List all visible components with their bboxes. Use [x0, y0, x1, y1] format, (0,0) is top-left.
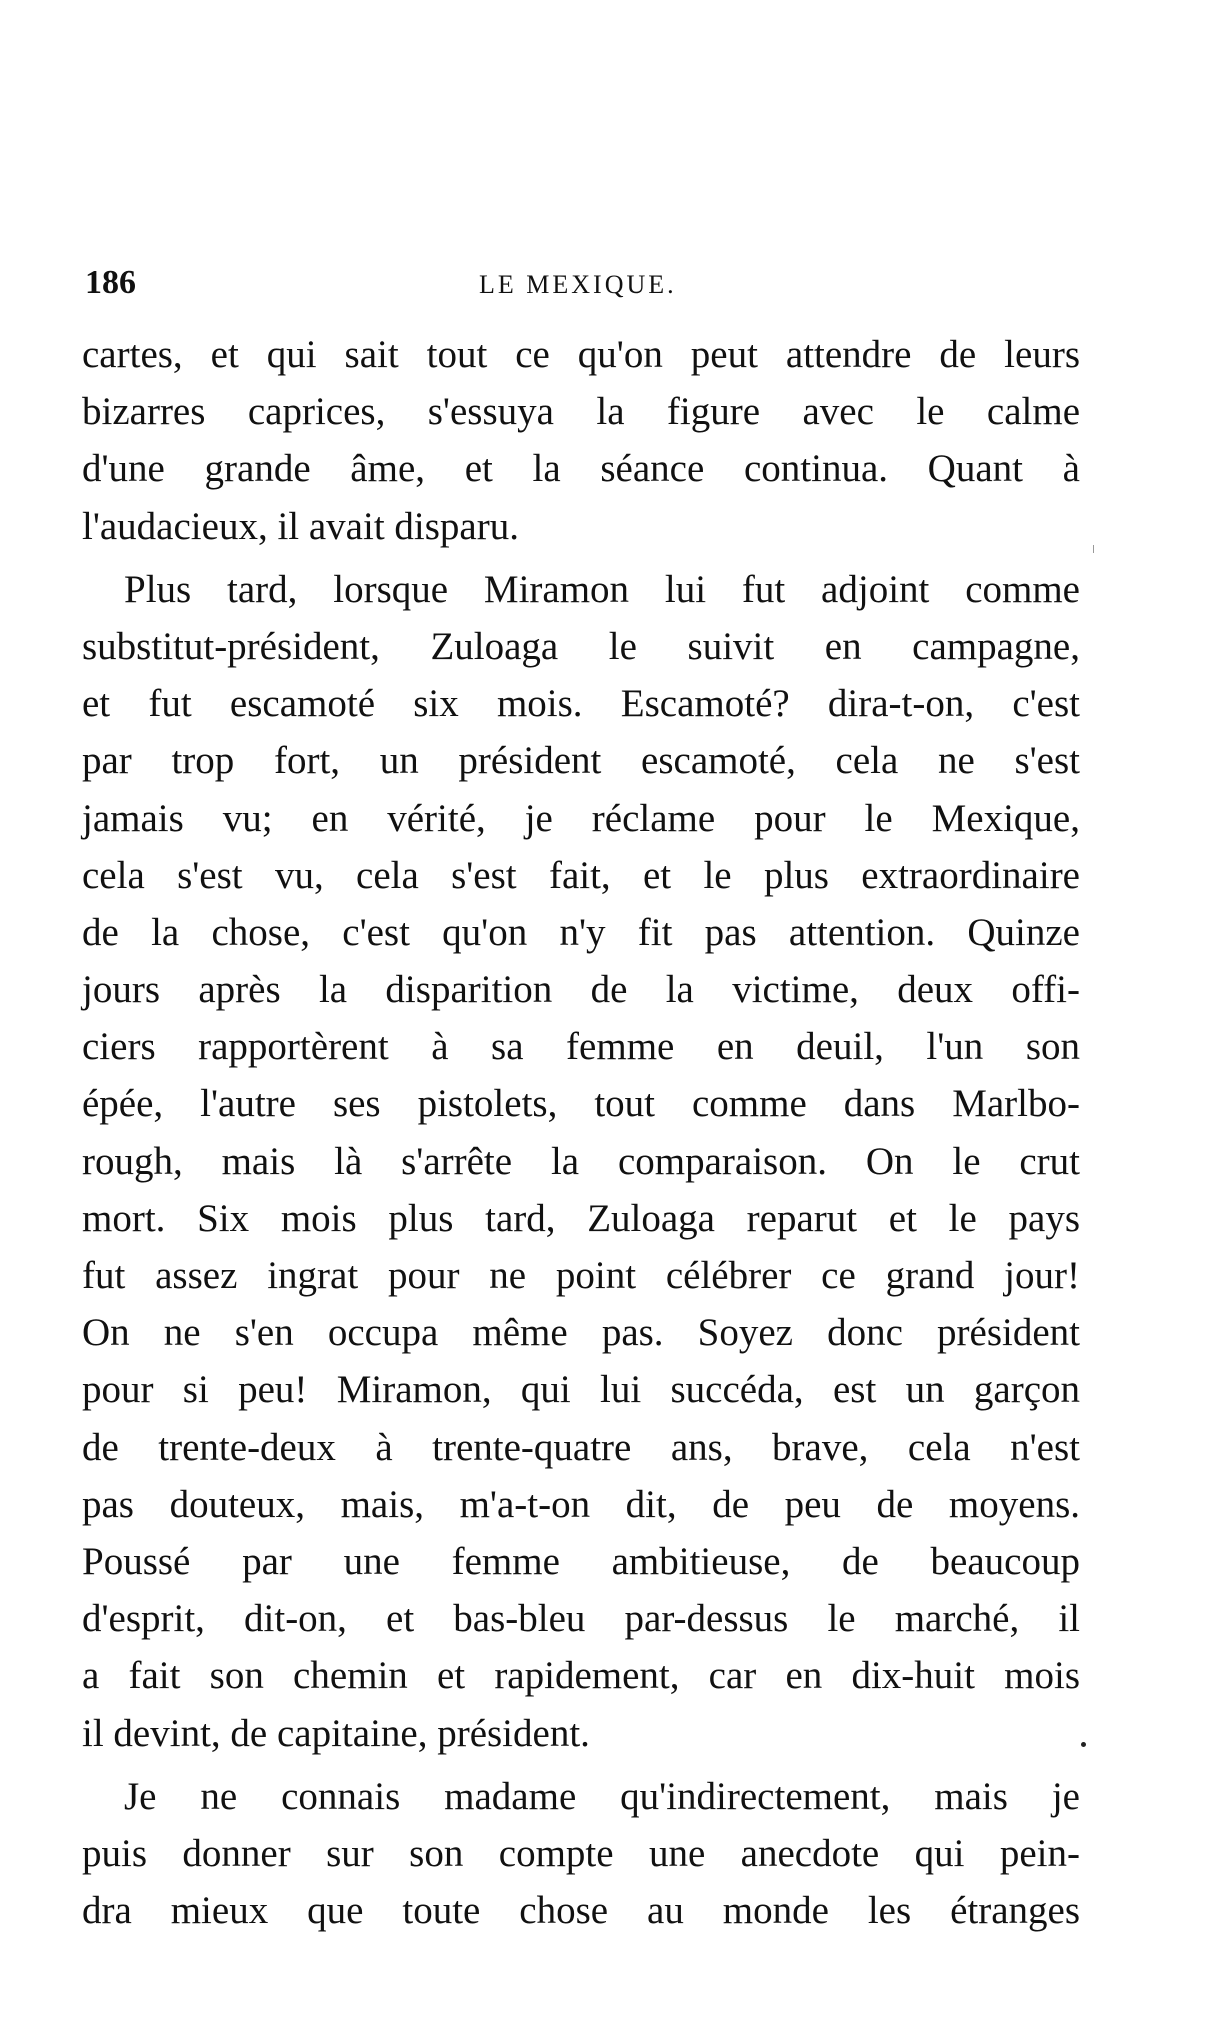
text-line: épée, l'autre ses pistolets, tout comme dans Marlbo-	[82, 1082, 1080, 1126]
text-line: de la chose, c'est qu'on n'y fit pas attention. Quinze	[82, 910, 1080, 954]
page-header	[85, 264, 1075, 304]
text-line: substitut-président, Zuloaga le suivit en campagne,	[82, 624, 1080, 668]
body-text	[82, 326, 1080, 1939]
text-line: puis donner sur son compte une anecdote qui pein-	[82, 1831, 1080, 1875]
text-line: cela s'est vu, cela s'est fait, et le plus extraordinaire	[82, 853, 1080, 897]
page-number: 186	[85, 264, 136, 301]
text-line: dra mieux que toute chose au monde les étranges	[82, 1889, 1080, 1933]
print-speck	[1081, 1742, 1086, 1747]
text-line: Je ne connais madame qu'indirectement, mais je	[124, 1774, 1080, 1818]
text-line: de trente-deux à trente-quatre ans, brave, cela n'est	[82, 1425, 1080, 1469]
text-line: jamais vu; en vérité, je réclame pour le Mexique,	[82, 796, 1080, 840]
text-line: Plus tard, lorsque Miramon lui fut adjoint comme	[124, 567, 1080, 611]
text-line: il devint, de capitaine, président.	[82, 1711, 590, 1755]
text-line: pas douteux, mais, m'a-t-on dit, de peu de moyens.	[82, 1482, 1080, 1526]
text-line: bizarres caprices, s'essuya la figure avec le calme	[82, 390, 1080, 434]
text-line: Poussé par une femme ambitieuse, de beaucoup	[82, 1539, 1080, 1583]
text-line: par trop fort, un président escamoté, cela ne s'est	[82, 739, 1080, 783]
print-speck	[1093, 545, 1094, 553]
text-line: On ne s'en occupa même pas. Soyez donc président	[82, 1311, 1080, 1355]
running-title: LE MEXIQUE.	[479, 270, 677, 299]
text-line: et fut escamoté six mois. Escamoté? dira-t-on, c'est	[82, 682, 1080, 726]
text-line: fut assez ingrat pour ne point célébrer ce grand jour!	[82, 1254, 1080, 1297]
text-line: d'esprit, dit-on, et bas-bleu par-dessus le marché, il	[82, 1597, 1080, 1641]
text-line: d'une grande âme, et la séance continua. Quant à	[82, 447, 1080, 491]
text-line: l'audacieux, il avait disparu.	[82, 504, 519, 548]
text-line: a fait son chemin et rapidement, car en dix-huit mois	[82, 1654, 1080, 1698]
text-line: jours après la disparition de la victime, deux offi-	[82, 968, 1080, 1012]
text-line: cartes, et qui sait tout ce qu'on peut attendre de leurs	[82, 333, 1080, 376]
text-line: ciers rapportèrent à sa femme en deuil, l'un son	[82, 1025, 1080, 1069]
text-line: pour si peu! Miramon, qui lui succéda, est un garçon	[82, 1368, 1080, 1412]
text-line: rough, mais là s'arrête la comparaison. On le crut	[82, 1139, 1080, 1183]
text-line: mort. Six mois plus tard, Zuloaga reparut et le pays	[82, 1196, 1080, 1240]
